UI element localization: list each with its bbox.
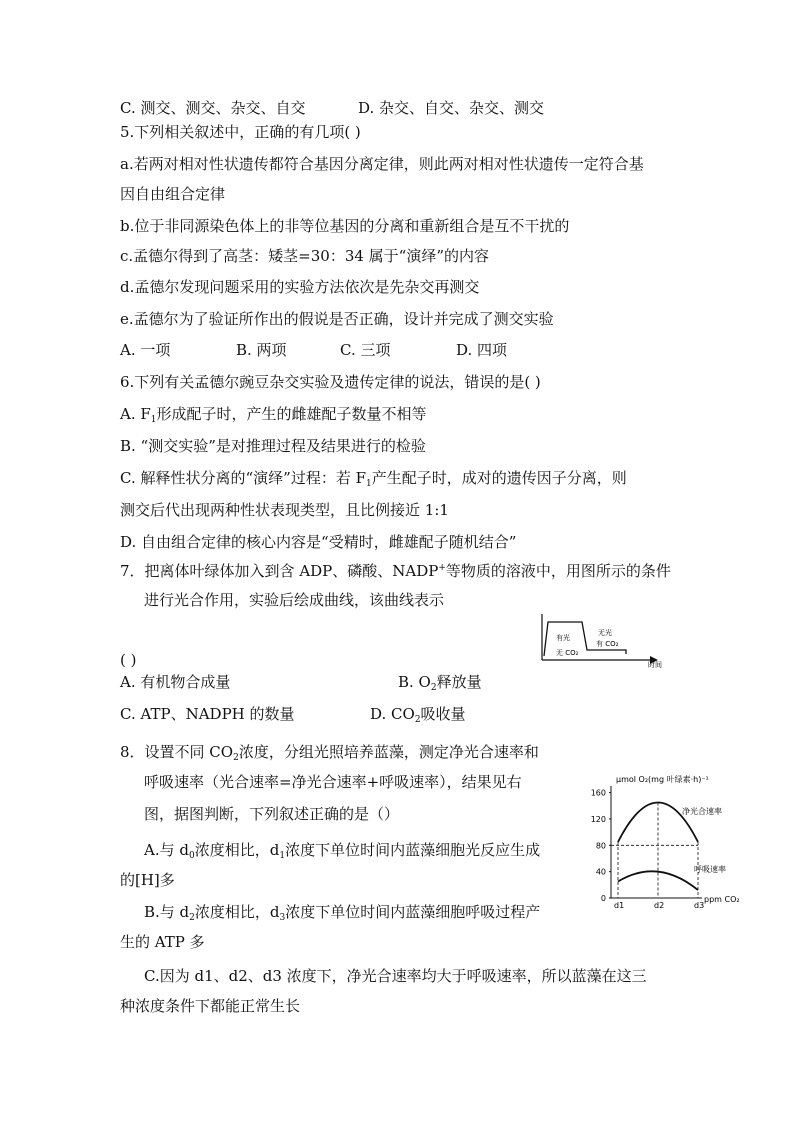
series-label: 净光合速率	[682, 807, 722, 816]
q8-stem-line1: 8．设置不同 $CO_2$浓度，分组光照培养蓝藻，测定净光合速率和	[120, 743, 539, 763]
q6-option-b: B. “测交实验”是对推理过程及结果进行的检验	[120, 437, 426, 455]
q8-option-a-line1: A.与 $d_0$浓度相比，$d_1$浓度下单位时间内蓝藻细胞光反应生成	[144, 841, 541, 861]
q7-figure-label-time: 时间	[648, 661, 662, 668]
q7-figure-label-light: 有光	[556, 634, 570, 642]
q6-option-a: A. $F_1$形成配子时，产生的雌雄配子数量不相等	[120, 405, 427, 425]
y-tick-label: 80	[595, 841, 606, 851]
q8-option-c-line1: C.因为 d1、d2、d3 浓度下，净光合速率均大于呼吸速率，所以蓝藻在这三	[144, 967, 647, 985]
q6-option-c-line1: C. 解释性状分离的“演绎”过程：若 $F_1$产生配子时，成对的遗传因子分离，则	[120, 469, 627, 489]
q8-option-c-line2: 种浓度条件下都能正常生长	[120, 997, 301, 1015]
q7-option-a: A. 有机物合成量	[120, 673, 231, 691]
q7-figure-label-dark: 无光	[598, 629, 612, 637]
q8-stem-line3: 图，据图判断，下列叙述正确的是（）	[144, 805, 400, 823]
q7-stem-line1: 7．把离体叶绿体加入到含 ADP、磷酸、NADP+等物质的溶液中，用图所示的条件	[120, 562, 671, 580]
q5-statement-c: c.孟德尔得到了高茎：矮茎=30：34 属于“演绎”的内容	[120, 247, 490, 265]
q6-stem: 6.下列有关孟德尔豌豆杂交实验及遗传定律的说法，错误的是( )	[120, 373, 541, 391]
q7-figure-label-no-co2: 无 CO₂	[556, 649, 579, 657]
q4-option-d: D. 杂交、自交、杂交、测交	[358, 99, 545, 117]
q7-answer-paren: ( )	[120, 651, 137, 669]
y-tick-label: 160	[590, 788, 606, 798]
q5-option-a: A. 一项	[120, 341, 171, 359]
x-tick-label: d3	[694, 901, 705, 910]
q5-statement-a-line1: a.若两对相对性状遗传都符合基因分离定律，则此两对相对性状遗传一定符合基	[120, 155, 644, 173]
y-tick-label: 40	[595, 867, 606, 877]
chart-ylabel: μmol O₂(mg 叶绿素·h)⁻¹	[616, 775, 709, 784]
q5-stem: 5.下列相关叙述中，正确的有几项( )	[120, 123, 361, 141]
q8-option-b-line2: 生的 ATP 多	[120, 933, 205, 951]
q7-option-d: D. $CO_2$吸收量	[370, 705, 466, 725]
q8-stem-line2: 呼吸速率（光合速率=净光合速率+呼吸速率），结果见右	[144, 773, 522, 791]
y-tick-label: 120	[590, 814, 606, 824]
x-tick-label: d2	[654, 901, 665, 910]
x-tick-label: d1	[614, 901, 625, 910]
q6-option-d: D. 自由组合定律的核心内容是“受精时，雌雄配子随机结合”	[120, 533, 517, 551]
q4-option-c: C. 测交、测交、杂交、自交	[120, 99, 306, 117]
q5-option-c: C. 三项	[340, 341, 391, 359]
y-tick-label: 0	[600, 894, 606, 903]
q5-statement-b: b.位于非同源染色体上的非等位基因的分离和重新组合是互不干扰的	[120, 217, 570, 235]
q8-option-a-line2: 的[H]多	[120, 871, 175, 889]
q7-option-c: C. ATP、NADPH 的数量	[120, 705, 295, 723]
chart-xlabel: ppm CO₂	[704, 895, 740, 904]
q5-statement-a-line2: 因自由组合定律	[120, 185, 226, 203]
q5-option-d: D. 四项	[456, 341, 508, 359]
q7-condition-figure	[532, 610, 670, 668]
q7-stem-line2: 进行光合作用，实验后绘成曲线，该曲线表示	[144, 591, 445, 609]
q5-statement-d: d.孟德尔发现问题采用的实验方法依次是先杂交再测交	[120, 278, 480, 296]
q7-figure-label-co2: 有 CO₂	[596, 640, 619, 648]
q5-statement-e: e.孟德尔为了验证所作出的假说是否正确，设计并完成了测交实验	[120, 310, 554, 328]
q6-option-c-line2: 测交后代出现两种性状表现类型，且比例接近 1:1	[120, 501, 449, 519]
q5-option-b: B. 两项	[236, 341, 287, 359]
series-label: 呼吸速率	[694, 865, 726, 875]
q8-option-b-line1: B.与 $d_2$浓度相比，$d_3$浓度下单位时间内蓝藻细胞呼吸过程产	[144, 903, 541, 923]
q7-option-b: B. $O_2$释放量	[398, 673, 482, 693]
q8-rate-chart	[576, 770, 754, 910]
